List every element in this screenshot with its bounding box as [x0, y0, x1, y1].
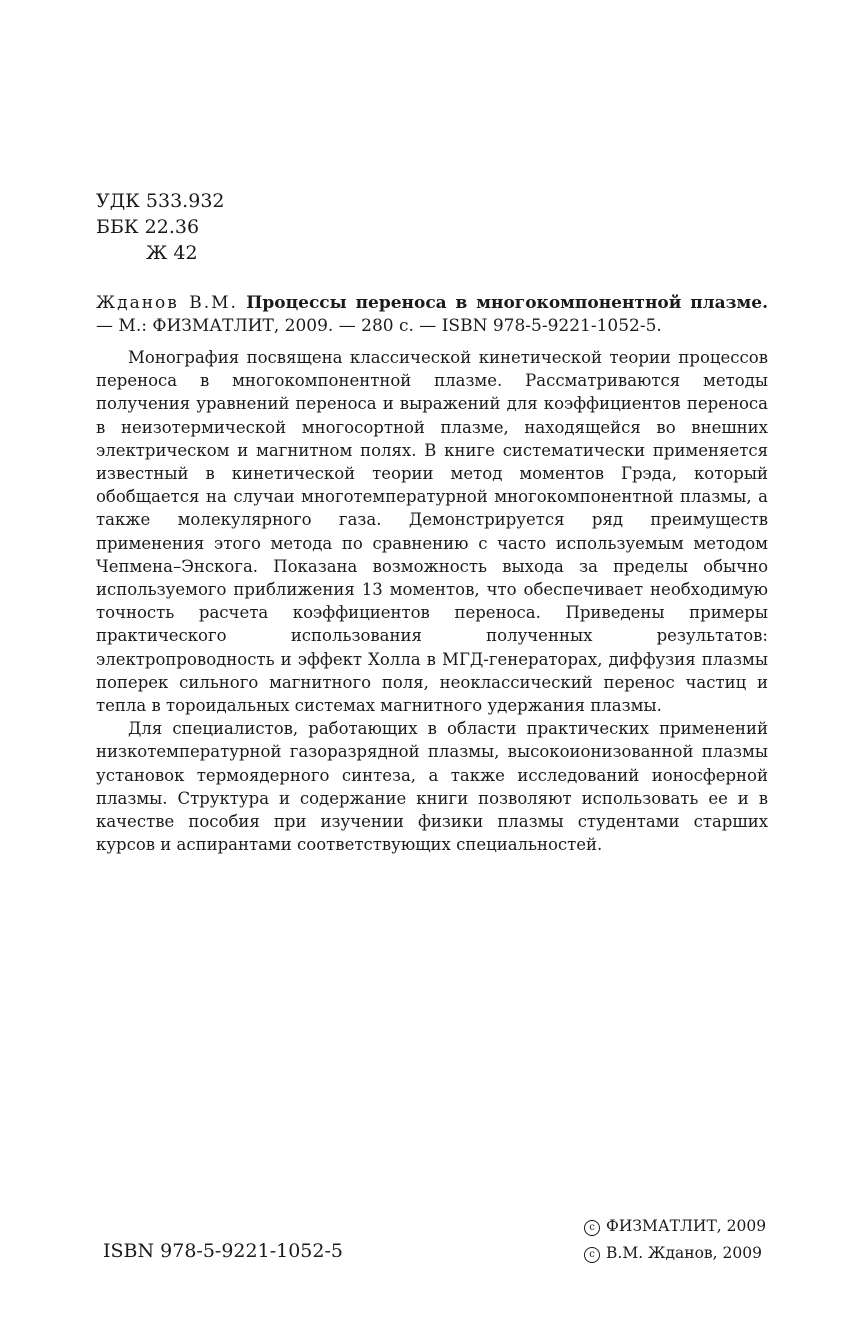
- citation-imprint: М.: ФИЗМАТЛИТ, 2009. — 280 с. — ISBN 978-5-9221-1052-5.: [118, 316, 662, 336]
- abstract-paragraph-1: Монография посвящена классической кинетической теории процессов переноса в многокомпонентной плазме. Рассматриваются методы получения уравнений переноса и выражений для коэффициентов переноса в неизотермической многосортной плазме, находящейся во внешних электрическом и магнитном полях. В книге систематически применяется известный в кинетической теории метод моментов Грэда, который обобщается на случаи многотемпературной многокомпонентной плазмы, а также молекулярного газа. Демонстрируется ряд преимуществ применения этого метода по сравнению с часто используемым методом Чепмена–Энскога. Показана возможность выхода за пределы обычно используемого приближения 13 моментов, что обеспечивает необходимую точность расчета коэффициентов переноса. Приведены примеры практического использования полученных результатов: электропроводность и эффект Холла в МГД-генераторах, диффузия плазмы поперек сильного магнитного поля, неоклассический перенос частиц и тепла в тороидальных системах магнитного удержания плазмы.: [96, 348, 768, 716]
- udk-code: УДК 533.932: [96, 190, 225, 212]
- copyright-icon: c: [584, 1220, 600, 1236]
- isbn-footer: ISBN 978-5-9221-1052-5: [103, 1240, 343, 1262]
- author-mark: Ж 42: [146, 242, 198, 264]
- copyright-icon: c: [584, 1247, 600, 1263]
- copyright-publisher: ФИЗМАТЛИТ, 2009: [606, 1217, 767, 1235]
- abstract: [96, 346, 768, 856]
- bbk-code: ББК 22.36: [96, 216, 200, 238]
- classification-codes: [96, 188, 225, 266]
- citation-title: Процессы переноса в многокомпонентной плазме.: [246, 293, 769, 313]
- abstract-paragraph-2: Для специалистов, работающих в области практических применений низкотемпературной газоразрядной плазмы, высокоионизованной плазмы установок термоядерного синтеза, а также исследований ионосферной плазмы. Структура и содержание книги позволяют использовать ее и в качестве пособия при изучении физики плазмы студентами старших курсов и аспирантами соответствующих специальностей.: [96, 719, 768, 855]
- bibliographic-citation: [96, 292, 768, 338]
- citation-dash: —: [96, 316, 113, 336]
- copyright-author: В.М. Жданов, 2009: [606, 1244, 762, 1262]
- copyright-publisher-row: [584, 1213, 766, 1240]
- copyright-author-row: [584, 1240, 766, 1267]
- citation-author: Жданов В.М.: [96, 293, 238, 313]
- copyright-block: [584, 1213, 766, 1267]
